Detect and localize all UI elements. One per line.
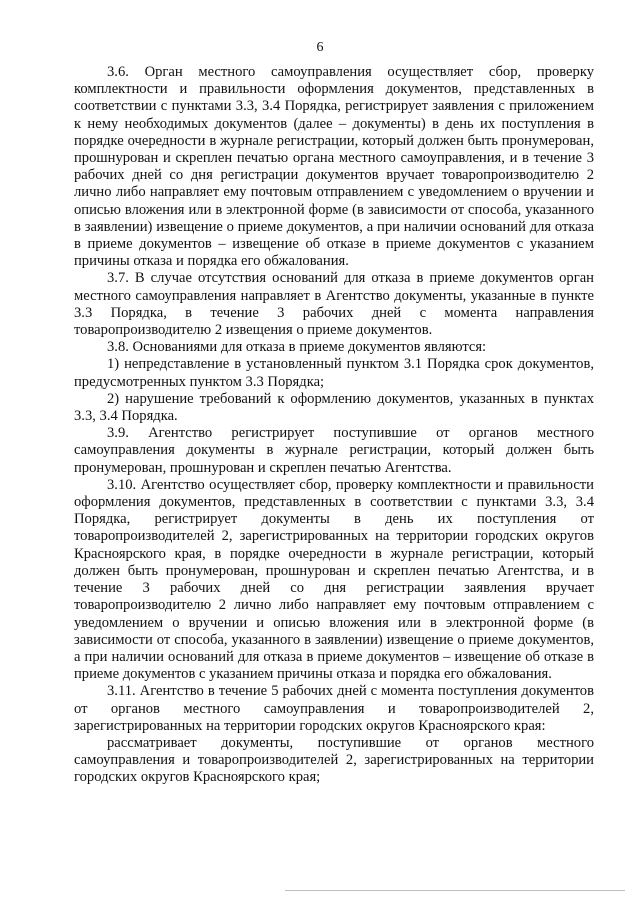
paragraph-3-6: 3.6. Орган местного самоуправления осуществляет сбор, проверку комплектности и правильности оформления документов, представленных в соответствии с пунктами 3.3, 3.4 Порядка, регистрирует заявления с приложением к нему необходимых документов (далее – документы) в день их поступления в порядке очередности в журнале регистрации, который должен быть пронумерован, прошнурован и скреплен печатью органа местного самоуправления, и в течение 3 рабочих дней со дня регистрации документов вручает товаропроизводителю 2 лично либо направляет ему почтовым отправлением с уведомлением о вручении и описью вложения или в электронной форме (в зависимости от способа, указанного в заявлении) извещение о приеме документов, а при наличии оснований для отказа в приеме документов – извещение об отказе в приеме документов с указанием причины отказа и порядка его обжалования. (74, 64, 594, 270)
paragraph-3-11-item: рассматривает документы, поступившие от органов местного самоуправления и товаропроизводителей 2, зарегистрированных на территории городских округов Красноярского края; (74, 734, 594, 786)
list-item-1: 1) непредставление в установленный пунктом 3.1 Порядка срок документов, предусмотренных пунктом 3.3 Порядка; (74, 356, 594, 390)
paragraph-3-9: 3.9. Агентство регистрирует поступившие от органов местного самоуправления документы в журнале регистрации, который должен быть пронумерован, прошнурован и скреплен печатью Агентства. (74, 425, 594, 476)
document-body (74, 64, 594, 787)
paragraph-3-8: 3.8. Основаниями для отказа в приеме документов являются: (107, 339, 487, 356)
paragraph-3-11: 3.11. Агентство в течение 5 рабочих дней с момента поступления документов от органов местного самоуправления и товаропроизводителей 2, зарегистрированных на территории городских округов Красноярского края: (74, 683, 594, 734)
paragraph-3-10: 3.10. Агентство осуществляет сбор, проверку комплектности и правильности оформления документов, представленных в соответствии с пунктами 3.3, 3.4 Порядка, регистрирует документы в день их поступления от товаропроизводителей 2, зарегистрированных на территории городских округов Красноярского края, в порядке очередности в журнале регистрации, который должен быть пронумерован, прошнурован и скреплен печатью Агентства, и в течение 3 рабочих дней со дня регистрации заявления вручает товаропроизводителю 2 лично либо направляет ему почтовым отправлением с уведомлением о вручении и описью вложения или в электронной форме (в зависимости от способа, указанного в заявлении) извещение о приеме документов, а при наличии оснований для отказа в приеме документов – извещение об отказе в приеме документов с указанием причины отказа и порядка его обжалования. (74, 476, 594, 683)
page-number: 6 (316, 40, 324, 55)
scan-edge-line (285, 890, 625, 891)
list-item-2: 2) нарушение требований к оформлению документов, указанных в пунктах 3.3, 3.4 Порядка. (74, 390, 594, 425)
paragraph-3-7: 3.7. В случае отсутствия оснований для отказа в приеме документов орган местного самоуправления направляет в Агентство документы, указанные в пункте 3.3 Порядка, в течение 3 рабочих дней с момента направления товаропроизводителю 2 извещения о приеме документов. (74, 270, 594, 339)
